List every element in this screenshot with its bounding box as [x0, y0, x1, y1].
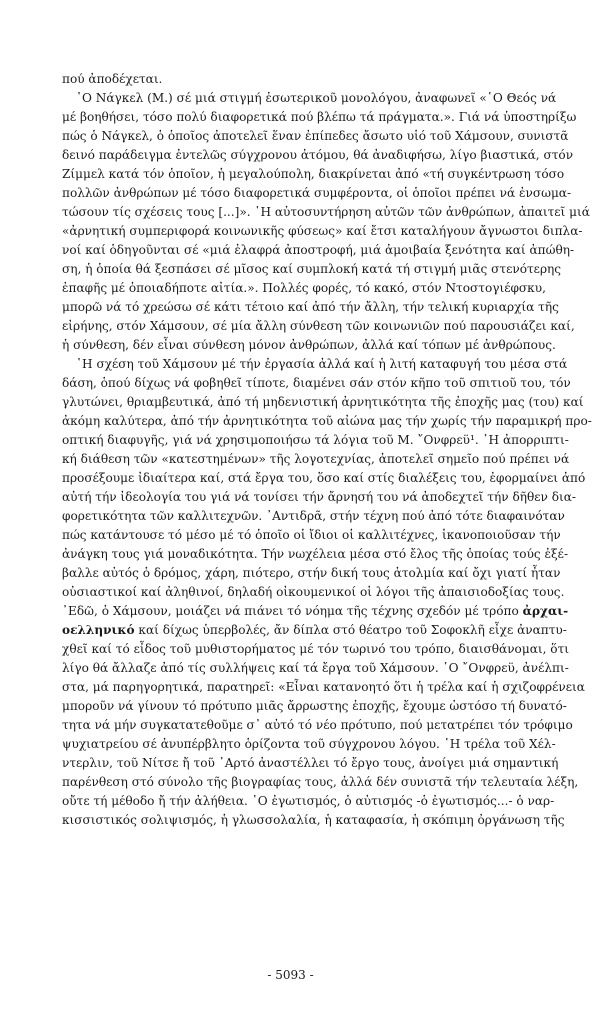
- line-text: βαλλε αὐτός ὁ δρόμος, χάρη, πιότερο, στήν δική τους ἀτολμία καί ὄχι γιατί ἦταν: [62, 566, 561, 580]
- text-line: [62, 716, 573, 735]
- text-line: [62, 545, 569, 564]
- line-text: ᾿Εδῶ, ὁ Χάμσουν, μοιάζει νά πιάνει τό νόημα τῆς τέχνης σχεδόν μέ τρόπο: [62, 604, 523, 618]
- text-line: [62, 754, 559, 773]
- line-text: παρένθεση στό σύνολο τῆς βιογραφίας τους, ἀλλά δέν συνιστᾶ τήν τελευταία λέξη,: [62, 775, 579, 789]
- text-line: [62, 526, 561, 545]
- line-text: ση, ἡ ὁποία θά ξεσπάσει σέ μῖσος καί συμπλοκή κατά τή στιγμή μιᾶς στενότερης: [62, 262, 562, 276]
- text-line: [62, 564, 561, 583]
- line-text: τητα νά μήν συγκατατεθοῦμε σ᾿ αὐτό τό νέο πρότυπο, πού μετατρέπει τόν τρόφιμο: [62, 718, 573, 732]
- emphasis-text: ἀρχαι-: [522, 604, 569, 618]
- text-line: [62, 621, 567, 640]
- text-line: [62, 735, 556, 754]
- text-line: [62, 431, 569, 450]
- line-text: μπορῶ νά τό χρεώσω σέ κάτι τέτοιο καί ἀπό τήν ἄλλη, τήν τελική κυριαρχία τῆς: [62, 300, 559, 314]
- text-line: [62, 678, 585, 697]
- text-line: [62, 640, 569, 659]
- text-line: [62, 450, 570, 469]
- line-text: κή διάθεση τῶν «κατεστημένων» τῆς λογοτεχνίας, ἀποτελεῖ σημεῖο πού πρέπει νά: [62, 452, 570, 466]
- text-line: [62, 507, 565, 526]
- text-line: [62, 146, 574, 165]
- text-line: [62, 203, 590, 222]
- line-text: μέ βοηθήσει, τόσο πολύ διαφορετικά πού βλέπω τά πράγματα.». Γιά νά ὑποστηρίξω: [62, 110, 577, 124]
- line-text: Ζίμμελ κατά τόν ὁποῖον, ἡ μεγαλούπολη, διακρίνεται ἀπό «τή συγκέντρωση τόσο: [62, 167, 565, 181]
- text-line: [62, 165, 565, 184]
- text-line: [62, 336, 556, 355]
- line-text: ψυχιατρείου σέ ἀνυπέρβλητο ὁρίζοντα τοῦ σύγχρονου λόγου. ῾Η τρέλα τοῦ Χέλ-: [62, 737, 556, 751]
- line-text: ῾Ο Νάγκελ (Μ.) σέ μιά στιγμή ἐσωτερικοῦ μονολόγου, ἀναφωνεῖ «῾Ο Θεός νά: [76, 91, 557, 105]
- line-text: οὔτε τή μέθοδο ἤ τήν ἀλήθεια. ῾Ο ἐγωτισμός, ὁ αὐτισμός -ὁ ἐγωτισμός...- ὁ ναρ-: [62, 794, 555, 808]
- text-line: [62, 602, 569, 621]
- line-text: ἡ σύνθεση, δέν εἶναι σύνθεση μόνον ἀνθρώπων, ἀλλά καί τόπων μέ ἀνθρώπους.: [62, 338, 556, 352]
- emphasis-text: οελληνικό: [62, 623, 135, 637]
- text-line: [62, 792, 555, 811]
- line-text: οπτική διαφυγῆς, γιά νά χρησιμοποιήσω τά λόγια τοῦ Μ. ῎Ονφρεϋ¹. ῾Η ἀπορριπτι-: [62, 433, 569, 447]
- line-text: πού ἀποδέχεται.: [62, 72, 163, 86]
- text-line: [62, 260, 562, 279]
- text-line: [62, 241, 575, 260]
- text-line: [62, 773, 579, 792]
- text-line: [62, 89, 557, 108]
- text-line: [62, 697, 567, 716]
- line-text: στα, μά παρηγορητικά, παρατηρεῖ: «Εἶναι κατανοητό ὅτι ἡ τρέλα καί ἡ σχιζοφρένεια: [62, 680, 585, 694]
- line-text: ῾Η σχέση τοῦ Χάμσουν μέ τήν ἐργασία ἀλλά καί ἡ λιτή καταφυγή του μέσα στά: [76, 357, 568, 371]
- text-line: [62, 279, 546, 298]
- line-text: «ἀρνητική συμπεριφορά κοινωνικῆς φύσεως» καί ἔτσι καταλήγουν ἄγνωστοι διπλα-: [62, 224, 583, 238]
- line-text: αὐτή τήν ἰδεολογία του γιά νά τονίσει τήν ἄρνησή του νά ἀποδεχτεῖ τήν δῆθεν δια-: [62, 490, 576, 504]
- text-line: [62, 811, 565, 830]
- text-line: [62, 488, 576, 507]
- line-text: φορετικότητα τῶν καλλιτεχνῶν. ᾿Αντιδρᾶ, στήν τέχνη πού ἀπό τότε διαφαινόταν: [62, 509, 565, 523]
- line-text: τώσουν τίς σχέσεις τους [...]». ῾Η αὐτοσυντήρηση αὐτῶν τῶν ἀνθρώπων, ἀπαιτεῖ μιά: [62, 205, 590, 219]
- text-line: [62, 583, 565, 602]
- text-line: [62, 298, 559, 317]
- text-line: [62, 70, 540, 89]
- text-line: [62, 127, 569, 146]
- line-text: κισσιστικός σολιψισμός, ἡ γλωσσολαλία, ἡ καταφασία, ἡ σκόπιμη ὀργάνωση τῆς: [62, 813, 565, 827]
- line-text: μποροῦν νά γίνουν τό πρότυπο μιᾶς ἄρρωστης ἐποχῆς, ἔχουμε ὡστόσο τή δυνατό-: [62, 699, 567, 713]
- text-line: [62, 317, 575, 336]
- line-text: εἰρήνης, στόν Χάμσουν, σέ μία ἄλλη σύνθεση τῶν κοινωνιῶν πού παρουσιάζει καί,: [62, 319, 575, 333]
- text-line: [62, 393, 584, 412]
- text-line: [62, 374, 571, 393]
- line-text: γλυτώνει, θριαμβευτικά, ἀπό τή μηδενιστική ἀρνητικότητα τῆς ἐποχῆς μας (του) καί: [62, 395, 584, 409]
- text-line: [62, 659, 569, 678]
- page-number: - 5093 -: [267, 968, 314, 982]
- text-line: [62, 355, 568, 374]
- text-line: [62, 469, 586, 488]
- line-text: ἐπαφῆς μέ ὁποιαδήποτε αἰτία.». Πολλές φορές, τό κακό, στόν Ντοστογιέφσκυ,: [62, 281, 546, 295]
- text-line: [62, 222, 583, 241]
- line-text: δάση, ὁπού δίχως νά φοβηθεῖ τίποτε, διαμένει σάν στόν κῆπο τοῦ σπιτιοῦ του, τόν: [62, 376, 571, 390]
- line-text: οὐσιαστικοί καί ἀληθινοί, δηλαδή οἰκουμενικοί οἱ λόγοι τῆς ἀπαισιοδοξίας τους.: [62, 585, 565, 599]
- line-text: ἀνάγκη τους γιά μοναδικότητα. Τήν νωχέλεια μέσα στό ἔλος τῆς ὁποίας τούς ἐξέ-: [62, 547, 569, 561]
- line-text: πώς ὁ Νάγκελ, ὁ ὁποῖος ἀποτελεῖ ἕναν ἐπίπεδες ἄσωτο υἱό τοῦ Χάμσουν, συνιστᾶ: [62, 129, 569, 143]
- document-body: [62, 70, 592, 830]
- line-text: πώς κατάντουσε τό μέσο μέ τό ὁποῖο οἱ ἴδιοι οἱ καλλιτέχνες, ἱκανοποιοῦσαν τήν: [62, 528, 561, 542]
- line-text: προσέξουμε ἰδιαίτερα καί, στά ἔργα του, ὅσο καί στίς διαλέξεις του, ἐφορμαίνει ἀπό: [62, 471, 586, 485]
- line-text: δεινό παράδειγμα ἐντελῶς σύγχρονου ἀτόμου, θά ἀναδιφήσω, λίγο βιαστικά, στόν: [62, 148, 574, 162]
- line-text: πολλῶν ἀνθρώπων μέ τόσο διαφορετικά συμφέροντα, οἱ ὁποῖοι πρέπει νά ἐνσωμα-: [62, 186, 572, 200]
- line-text: νοί καί ὁδηγοῦνται σέ «μιά ἐλαφρά ἀποστροφή, μιά ἀμοιβαία ξενότητα καί ἀπώθη-: [62, 243, 575, 257]
- text-line: [62, 412, 592, 431]
- text-line: [62, 184, 572, 203]
- line-text: λίγο θά ἄλλαζε ἀπό τίς συλλήψεις καί τά ἔργα τοῦ Χάμσουν. ῾Ο ῎Ονφρεϋ, ἀνέλπι-: [62, 661, 569, 675]
- line-text: ντερλιν, τοῦ Νίτσε ἤ τοῦ ᾿Αρτό ἀναστέλλει τό ἔργο τους, ἀνοίγει μιά σημαντική: [62, 756, 559, 770]
- line-text: καί δίχως ὑπερβολές, ἄν δίπλα στό θέατρο τοῦ Σοφοκλῆ εἶχε ἀναπτυ-: [134, 623, 567, 637]
- line-text: ἀκόμη καλύτερα, ἀπό τήν ἀρνητικότητα τοῦ αἰώνα μας τήν χωρίς τήν παραμικρή προ-: [62, 414, 592, 428]
- line-text: χθεῖ καί τό εἶδος τοῦ μυθιστορήματος μέ τόν τωρινό του τρόπο, διαισθάνομαι, ὅτι: [62, 642, 569, 656]
- text-line: [62, 108, 577, 127]
